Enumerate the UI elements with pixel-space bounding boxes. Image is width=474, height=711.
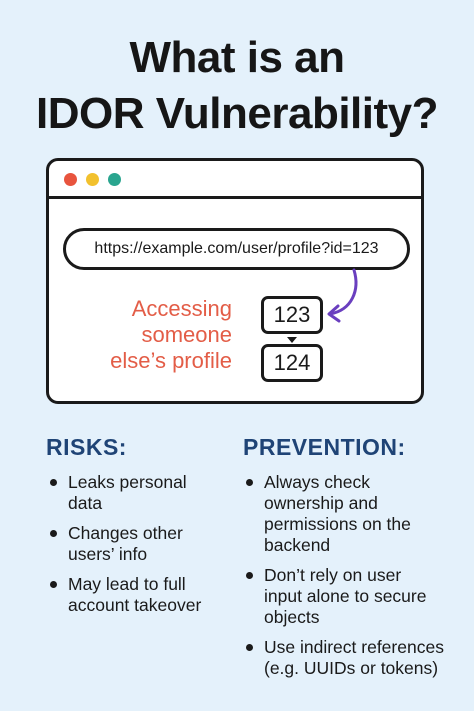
close-dot-icon xyxy=(64,173,77,186)
risk-3-line-1: May lead to full xyxy=(68,574,186,594)
risk-2-line-2: users’ info xyxy=(68,544,148,564)
prevention-2-line-2: input alone to secure xyxy=(264,586,427,606)
risks-heading: RISKS: xyxy=(46,434,127,460)
bullet-icon xyxy=(246,479,253,486)
bullet-icon xyxy=(50,530,57,537)
url-text: https://example.com/user/profile?id=123 xyxy=(94,240,379,257)
prevention-3-line-1: Use indirect references xyxy=(264,637,444,657)
prevention-1-line-1: Always check xyxy=(264,472,371,492)
changed-id-box xyxy=(261,344,323,382)
title-line-2: IDOR Vulnerability? xyxy=(35,89,439,138)
prevention-2-line-3: objects xyxy=(264,607,320,627)
risk-3-line-2: account takeover xyxy=(68,595,202,615)
access-caption-line-3: else’s profile xyxy=(110,348,232,373)
browser-titlebar xyxy=(49,161,421,199)
url-bar xyxy=(63,228,410,270)
access-caption-line-1: Accessing xyxy=(131,296,232,321)
down-arrow-icon xyxy=(286,336,298,344)
minimize-dot-icon xyxy=(86,173,99,186)
title-line-1: What is an xyxy=(129,33,345,82)
list-item xyxy=(242,637,467,679)
list-item xyxy=(46,574,236,616)
curved-arrow-icon xyxy=(318,268,368,328)
original-id-value: 123 xyxy=(273,302,311,327)
access-caption-line-2: someone xyxy=(141,322,232,347)
page-title xyxy=(0,30,474,142)
prevention-3-line-2: (e.g. UUIDs or tokens) xyxy=(264,658,439,678)
access-caption xyxy=(48,296,232,374)
bullet-icon xyxy=(246,644,253,651)
original-id-box xyxy=(261,296,323,334)
list-item xyxy=(242,472,467,556)
bullet-icon xyxy=(50,479,57,486)
risk-2-line-1: Changes other xyxy=(68,523,183,543)
bullet-icon xyxy=(50,581,57,588)
risks-list xyxy=(46,472,236,625)
bullet-icon xyxy=(246,572,253,579)
prevention-1-line-3: permissions on the xyxy=(264,514,411,534)
prevention-2-line-1: Don’t rely on user xyxy=(264,565,402,585)
prevention-list xyxy=(242,472,467,688)
prevention-1-line-4: backend xyxy=(264,535,331,555)
prevention-1-line-2: ownership and xyxy=(264,493,378,513)
list-item xyxy=(242,565,467,628)
prevention-heading: PREVENTION: xyxy=(243,434,406,460)
risk-1-line-1: Leaks personal xyxy=(68,472,187,492)
list-item xyxy=(46,472,236,514)
list-item xyxy=(46,523,236,565)
changed-id-value: 124 xyxy=(273,350,311,375)
maximize-dot-icon xyxy=(108,173,121,186)
risk-1-line-2: data xyxy=(68,493,103,513)
